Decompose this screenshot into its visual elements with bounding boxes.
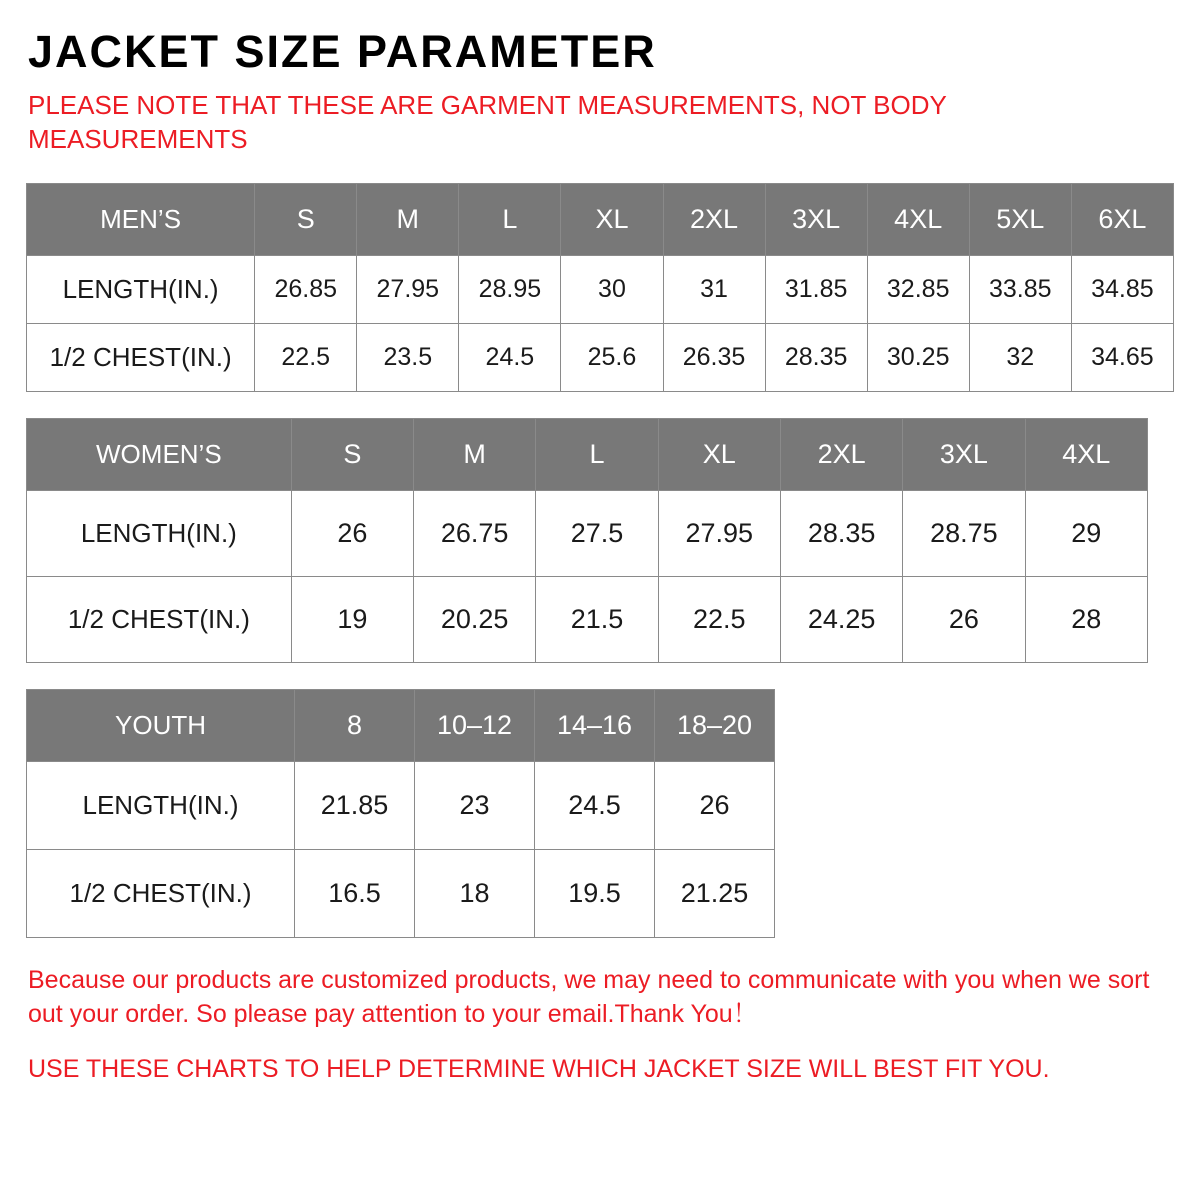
table-cell: 27.5	[536, 490, 658, 576]
youth-header-label: YOUTH	[27, 689, 295, 761]
table-header-row	[27, 183, 1174, 255]
table-cell: 21.25	[655, 849, 775, 937]
womens-header-label: WOMEN’S	[27, 418, 292, 490]
womens-header-size: S	[291, 418, 413, 490]
womens-header-size: XL	[658, 418, 780, 490]
table-cell: 19.5	[535, 849, 655, 937]
mens-size-table	[26, 183, 1174, 392]
table-cell: 26	[903, 576, 1025, 662]
mens-header-size: 2XL	[663, 183, 765, 255]
table-row	[27, 490, 1148, 576]
row-label: LENGTH(IN.)	[27, 761, 295, 849]
table-cell: 26	[655, 761, 775, 849]
table-cell: 32.85	[867, 255, 969, 323]
table-cell: 22.5	[658, 576, 780, 662]
table-cell: 31.85	[765, 255, 867, 323]
mens-header-size: 4XL	[867, 183, 969, 255]
row-label: 1/2 CHEST(IN.)	[27, 849, 295, 937]
table-cell: 26.35	[663, 323, 765, 391]
table-cell: 21.85	[295, 761, 415, 849]
table-cell: 24.5	[459, 323, 561, 391]
table-cell: 28.35	[765, 323, 867, 391]
measurement-note: PLEASE NOTE THAT THESE ARE GARMENT MEASUREMENTS, NOT BODY MEASUREMENTS	[28, 90, 947, 155]
table-row	[27, 849, 775, 937]
table-cell: 19	[291, 576, 413, 662]
mens-header-size: S	[255, 183, 357, 255]
table-cell: 26.75	[414, 490, 536, 576]
mens-header-size: L	[459, 183, 561, 255]
table-cell: 34.65	[1071, 323, 1173, 391]
youth-header-size: 14–16	[535, 689, 655, 761]
table-cell: 28.75	[903, 490, 1025, 576]
table-cell: 21.5	[536, 576, 658, 662]
footer-chart-usage-note: USE THESE CHARTS TO HELP DETERMINE WHICH JACKET SIZE WILL BEST FIT YOU.	[28, 1055, 1050, 1084]
table-cell: 18	[415, 849, 535, 937]
table-cell: 29	[1025, 490, 1147, 576]
table-row	[27, 255, 1174, 323]
table-cell: 23.5	[357, 323, 459, 391]
table-header-row	[27, 689, 775, 761]
table-cell: 26	[291, 490, 413, 576]
table-cell: 32	[969, 323, 1071, 391]
table-cell: 26.85	[255, 255, 357, 323]
table-cell: 20.25	[414, 576, 536, 662]
table-row	[27, 761, 775, 849]
table-row	[27, 576, 1148, 662]
footer-notes	[26, 964, 1174, 1087]
mens-header-size: XL	[561, 183, 663, 255]
table-cell: 28	[1025, 576, 1147, 662]
row-label: LENGTH(IN.)	[27, 490, 292, 576]
table-cell: 30.25	[867, 323, 969, 391]
womens-header-size: M	[414, 418, 536, 490]
page-title: JACKET SIZE PARAMETER	[28, 26, 657, 77]
table-cell: 27.95	[658, 490, 780, 576]
womens-header-size: 4XL	[1025, 418, 1147, 490]
mens-header-size: 6XL	[1071, 183, 1173, 255]
table-cell: 24.5	[535, 761, 655, 849]
youth-header-size: 8	[295, 689, 415, 761]
row-label: LENGTH(IN.)	[27, 255, 255, 323]
table-row	[27, 323, 1174, 391]
table-cell: 34.85	[1071, 255, 1173, 323]
row-label: 1/2 CHEST(IN.)	[27, 323, 255, 391]
mens-header-size: 3XL	[765, 183, 867, 255]
womens-header-size: 2XL	[780, 418, 902, 490]
table-cell: 30	[561, 255, 663, 323]
table-cell: 28.95	[459, 255, 561, 323]
table-cell: 31	[663, 255, 765, 323]
womens-size-table	[26, 418, 1148, 663]
mens-header-size: M	[357, 183, 459, 255]
table-cell: 16.5	[295, 849, 415, 937]
youth-header-size: 10–12	[415, 689, 535, 761]
table-cell: 23	[415, 761, 535, 849]
row-label: 1/2 CHEST(IN.)	[27, 576, 292, 662]
mens-header-label: MEN’S	[27, 183, 255, 255]
table-cell: 33.85	[969, 255, 1071, 323]
table-cell: 22.5	[255, 323, 357, 391]
youth-size-table	[26, 689, 775, 938]
table-cell: 24.25	[780, 576, 902, 662]
table-cell: 28.35	[780, 490, 902, 576]
mens-header-size: 5XL	[969, 183, 1071, 255]
youth-header-size: 18–20	[655, 689, 775, 761]
footer-customization-note: Because our products are customized products, we may need to communicate with you when we sort out your order. So please pay attention to your email.Thank You！	[28, 965, 1150, 1028]
table-cell: 25.6	[561, 323, 663, 391]
womens-header-size: L	[536, 418, 658, 490]
table-cell: 27.95	[357, 255, 459, 323]
table-header-row	[27, 418, 1148, 490]
womens-header-size: 3XL	[903, 418, 1025, 490]
